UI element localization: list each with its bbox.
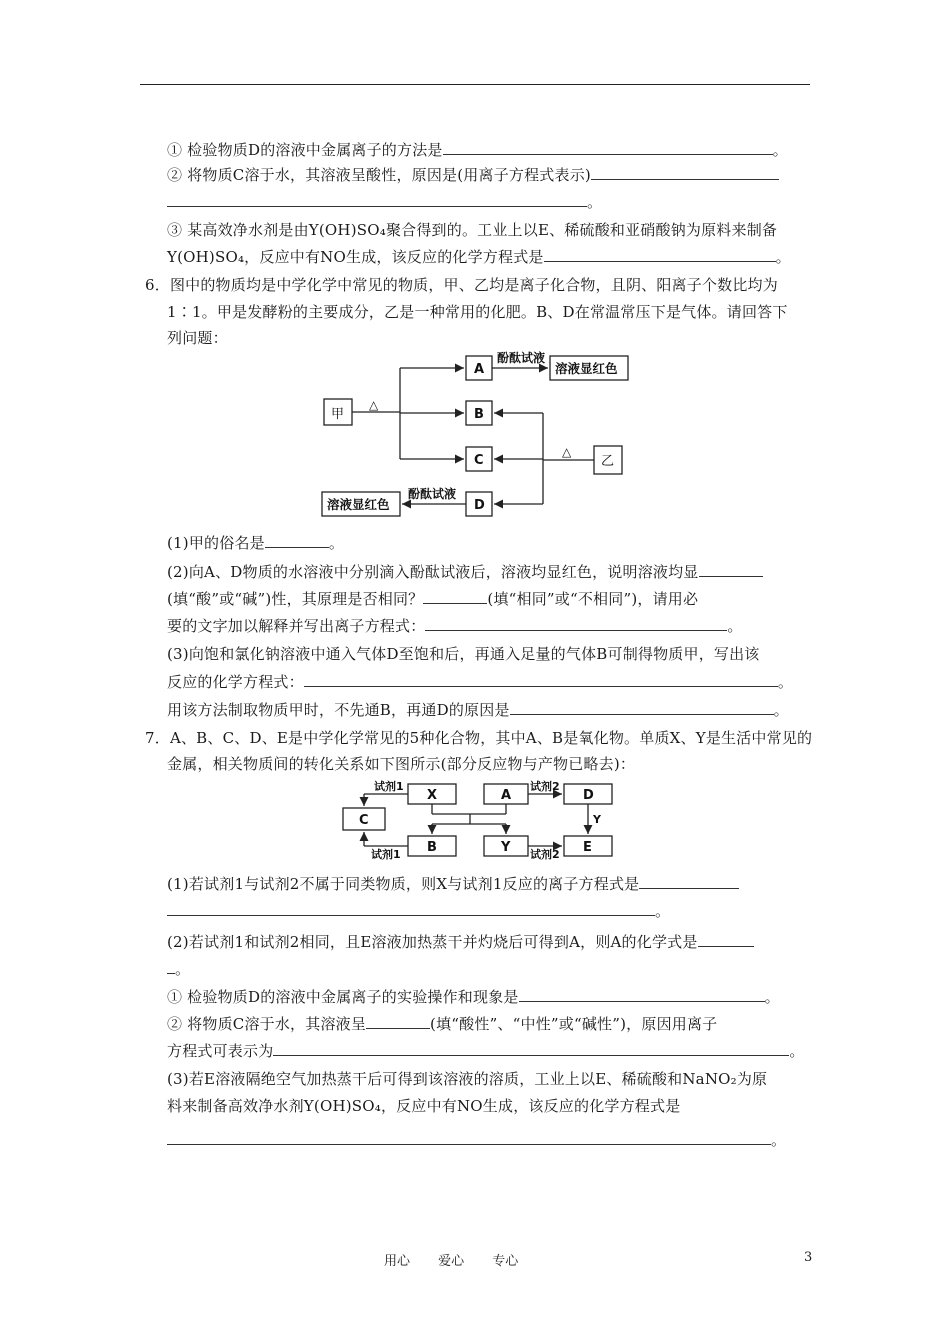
line-text: Y(OH)SO₄，反应中有NO生成，该反应的化学方程式是: [167, 248, 544, 266]
line-text: (3)向饱和氯化钠溶液中通入气体D至饱和后，再通入足量的气体B可制得物质甲，写出该: [167, 645, 760, 663]
line-ending: 。: [789, 1042, 805, 1060]
label2-X: X: [427, 788, 438, 803]
label-reagent-top: 酚酞试液: [497, 351, 546, 365]
line-text: (1)若试剂1与试剂2不属于同类物质，则X与试剂1反应的离子方程式是: [167, 875, 640, 893]
label-result-top: 溶液显红色: [555, 361, 618, 376]
label2-D: D: [583, 788, 594, 803]
line-text: ③ 某高效净水剂是由Y(OH)SO₄聚合得到的。工业上以E、稀硫酸和亚硝酸钠为原料来制备: [167, 221, 778, 239]
line-text: 方程式可表示为: [167, 1042, 274, 1060]
line-ending: 。: [772, 141, 788, 159]
footer-motto: 用心 爱心 专心: [384, 1254, 519, 1269]
line-text: ② 将物质C溶于水，其溶液呈酸性，原因是(用离子方程式表示): [167, 166, 591, 184]
line-text: 1∶1。甲是发酵粉的主要成分，乙是一种常用的化肥。B、D在常温常压下是气体。请回答下: [167, 303, 788, 321]
line-text: (2)向A、D物质的水溶液中分别滴入酚酞试液后，溶液均显红色，说明溶液均显: [167, 563, 699, 581]
line-ending: 。: [764, 988, 780, 1006]
line-text: 列问题：: [167, 329, 228, 347]
line-text: 用该方法制取物质甲时，不先通B，再通D的原因是: [167, 701, 510, 719]
line-text: 7．A、B、C、D、E是中学化学常见的5种化合物，其中A、B是氧化物。单质X、Y是生活中常见的: [145, 729, 813, 747]
line-text: 料来制备高效净水剂Y(OH)SO₄，反应中有NO生成，该反应的化学方程式是: [167, 1097, 681, 1115]
line-ending: 。: [328, 534, 345, 552]
label-C: C: [474, 453, 484, 468]
line-text: (3)若E溶液隔绝空气加热蒸干后可得到该溶液的溶质，工业上以E、稀硫酸和NaNO₂为原: [167, 1070, 768, 1088]
line-text: 金属，相关物质间的转化关系如下图所示(部分反应物与产物已略去)：: [167, 755, 636, 773]
label-reagent-bottom: 酚酞试液: [408, 487, 457, 501]
label-result-bottom: 溶液显红色: [327, 497, 390, 512]
label-jia: 甲: [331, 407, 345, 422]
line-text: (2)若试剂1和试剂2相同，且E溶液加热蒸干并灼烧后可得到A，则A的化学式是: [167, 933, 698, 951]
label2-reagent1-top: 试剂1: [374, 780, 404, 793]
line-text: ① 检验物质D的溶液中金属离子的方法是: [167, 141, 443, 159]
label2-E: E: [583, 840, 592, 855]
label2-reagent2-bottom: 试剂2: [530, 848, 560, 861]
label-yi: 乙: [601, 454, 615, 469]
line-ending: 。: [655, 902, 671, 920]
label2-Y: Y: [501, 840, 511, 855]
label2-reagent2-top: 试剂2: [530, 780, 560, 793]
label2-B: B: [427, 840, 437, 855]
line-ending: 。: [773, 701, 789, 719]
label2-reagent1-bottom: 试剂1: [371, 848, 401, 861]
line-ending: 。: [777, 673, 794, 691]
label2-C: C: [359, 813, 369, 828]
label-B: B: [474, 407, 484, 422]
page-number: 3: [804, 1250, 813, 1265]
line-ending: (填“相同”或“不相同”)，请用必: [487, 590, 699, 608]
label2-Y-arrow: Y: [593, 813, 601, 826]
line-ending: (填“酸性”、“中性”或“碱性”)，原因用离子: [430, 1015, 718, 1033]
line-text: 6．图中的物质均是中学化学中常见的物质，甲、乙均是离子化合物，且阴、阳离子个数比均为: [145, 276, 778, 294]
line-text: (1)甲的俗名是: [167, 534, 265, 552]
delta-right: △: [562, 445, 572, 459]
line-text: (填“酸”或“碱”)性，其原理是否相同？: [167, 590, 424, 608]
line-ending: 。: [771, 1131, 787, 1149]
line-ending: 。: [587, 193, 603, 211]
line-text: 要的文字加以解释并写出离子方程式：: [167, 617, 426, 635]
line-text: ② 将物质C溶于水，其溶液呈: [167, 1015, 367, 1033]
line-ending: 。: [727, 617, 743, 635]
line-ending: 。: [175, 960, 191, 978]
line-text: ① 检验物质D的溶液中金属离子的实验操作和现象是: [167, 988, 519, 1006]
line-ending: 。: [775, 248, 791, 266]
label2-A: A: [501, 788, 512, 803]
line-text: 反应的化学方程式：: [167, 673, 304, 691]
label-D: D: [474, 498, 485, 513]
label-A: A: [474, 362, 485, 377]
delta-left: △: [369, 398, 379, 412]
